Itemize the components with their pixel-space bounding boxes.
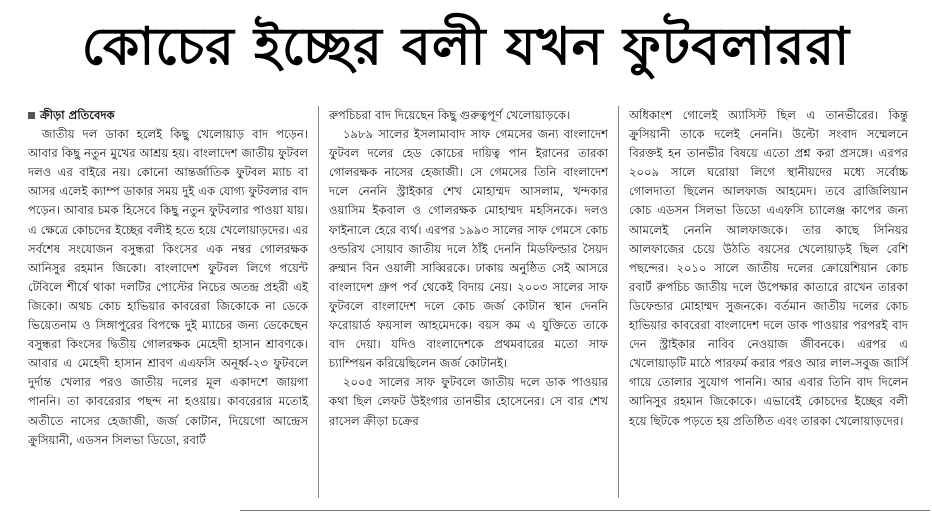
bullet-square-icon (28, 112, 35, 119)
headline: কোচের ইচ্ছের বলী যখন ফুটবলাররা (81, 17, 851, 77)
paragraph: রুপচিচরা বাদ দিয়েছেন কিছু গুরুত্বপূর্ণ খেলোয়াড়কে। (329, 108, 571, 122)
paragraph: ২০০৫ সালের সাফ ফুটবলে জাতীয় দলে ডাক পাওয়ার কথা ছিল লেফট উইংগার তানভীর হোসেনের। সে বার শেখ রাসেল ক্রীড়া চক্রের (329, 375, 608, 428)
bottom-divider (240, 510, 930, 511)
column-1 (18, 106, 318, 498)
paragraph: জাতীয় দল ডাকা হলেই কিছু খেলোয়াড় বাদ পড়েন। আবার কিছু নতুন মুখের আশ্রয় হয়। বাংলাদেশ জাতীয় ফুটবল দলও এর বাইরে নয়। কোনো আন্তর্জাতিক ফুটবল ম্যাচ বা আসর এলেই ক্যাম্প ডাকার সময় দুই এক যোগ্য ফুটবলার বাদ পড়েন। আবার চমক হিসেবে কিছু নতুন ফুটবলার পাওয়া যায়। এ ক্ষেত্রে কোচদের ইচ্ছের বলীই হতে হয়ে খেলোয়াড়দের। এর সর্বশেষ সংযোজন বসুন্ধরা কিংসের এক নম্বর গোলরক্ষক আনিসুর রহমান জিকো। বাংলাদেশ ফুটবল লিগে পয়েন্ট টেবিলে শীর্ষে থাকা দলটির পোস্টের নিচের অতন্দ্র প্রহরী এই জিকো। অথচ কোচ হাভিয়ার কাবরেরা জিকোকে না ডেকে ভিয়েতনাম ও সিঙ্গাপুরের বিপক্ষে দুই ম্যাচের জন্য ডেকেছেন বসুন্ধরা কিংসের দ্বিতীয় গোলরক্ষক মেহেদী হাসান শ্রাবণকে। আবার এ মেহেদী হাসান শ্রাবণ এএফসি অনূর্ধ্ব-২৩ ফুটবলে দুর্দান্ত খেলার পরও জাতীয় দলের মূল একাদশে জায়গা পাননি। তা কাবরেরার পছন্দ না হওয়ায়। কাবরেরার মতোই অতীতে নাসের হেজাজী, জর্জ কোটান, দিয়েগো আন্দ্রেস ক্রুসিয়ানী, এডসন সিলভা ডিডো, রবার্ট (28, 127, 308, 447)
column-2 (318, 106, 618, 498)
paragraph: ১৯৮৯ সালের ইসলামাবাদ সাফ গেমসের জন্য বাংলাদেশ ফুটবল দলের হেড কোচের দায়িত্ব পান ইরানের তারকা গোলরক্ষক নাসের হেজাজী। সে গেমসের তিনি বাংলাদেশ দলে নেননি স্ট্রাইকার শেখ মোহাম্মদ আসলাম, খন্দকার ওয়াসিম ইকবাল ও গোলরক্ষক মোহাম্মদ মহসিনকে। দলও ফাইনালে হেরে ব্যর্থ। এরপর ১৯৯৩ সালের সাফ গেমসে কোচ ওল্ডরিখ সোয়াব জাতীয় দলে ঠাঁই দেননি মিডফিল্ডার সৈয়দ রুম্মান বিন ওয়ালী সাব্বিরকে। ঢাকায় অনুষ্ঠিত সেই আসরে বাংলাদেশ গ্রুপ পর্ব থেকেই বিদায় নেয়। ২০০৩ সালের সাফ ফুটবলে বাংলাদেশ দলে কোচ জর্জ কোটান স্থান দেননি ফরোয়ার্ড ফয়সাল আহমেদকে। বয়স কম এ যুক্তিতে তাকে বাদ দেয়া। যদিও বাংলাদেশকে প্রথমবারের মতো সাফ চ্যাম্পিয়ন করিয়েছিলেন জর্জ কোটানই। (329, 127, 608, 371)
paragraph: অধিকাংশ গোলেই অ্যাসিস্ট ছিল এ তানভীরের। কিন্তু ক্রুসিয়ানী তাকে দলেই নেননি। উল্টো সংবাদ সম্মেলনে বিরক্তই হন তানভীর বিষয়ে এতো প্রশ্ন করা প্রসঙ্গে। এরপর ২০০৯ সালে ঘরোয়া লিগে স্থানীয়দের মধ্যে সর্বোচ্চ গোলদাতা ছিলেন আলফাজ আহমেদ। তবে ব্রাজিলিয়ান কোচ এডসন সিলভা ডিডো এএফসি চ্যালেঞ্জ কাপের জন্য আমলেই নেননি আলফাজকে। তার কাছে সিনিয়র আলফাজের চেয়ে উঠতি বয়সের খেলোয়াড়ই ছিল বেশি পছন্দের। ২০১০ সালে জাতীয় দলের ক্রোয়েশিয়ান কোচ রবার্ট রুপচিচ জাতীয় দলে উপেক্ষার কাতারে রাখেন তারকা ডিফেন্ডার মোহাম্মদ সুজনকে। বর্তমান জাতীয় দলের কোচ হাভিয়ার কাবরেরা বাংলাদেশ দলে ডাক পাওয়ার পরপরই বাদ দেন স্ট্রাইকার নাবিব নেওয়াজ জীবনকে। এরপর এ খেলোয়াড়টি মাঠে পারফর্ম করার পরও আর লাল-সবুজ জার্সি গায়ে তোলার সুযোগ পাননি। আর এবার তিনি বাদ দিলেন আনিসুর রহমান জিকোকে। এভাবেই কোচদের ইচ্ছের বলী হয়ে ছিটকে পড়তে হয় প্রতিষ্ঠিত এবং তারকা খেলোয়াড়দের। (629, 108, 908, 428)
byline-text: ক্রীড়া প্রতিবেদক (40, 108, 115, 122)
byline (28, 106, 308, 125)
column-3 (618, 106, 918, 498)
article-body (18, 106, 918, 498)
